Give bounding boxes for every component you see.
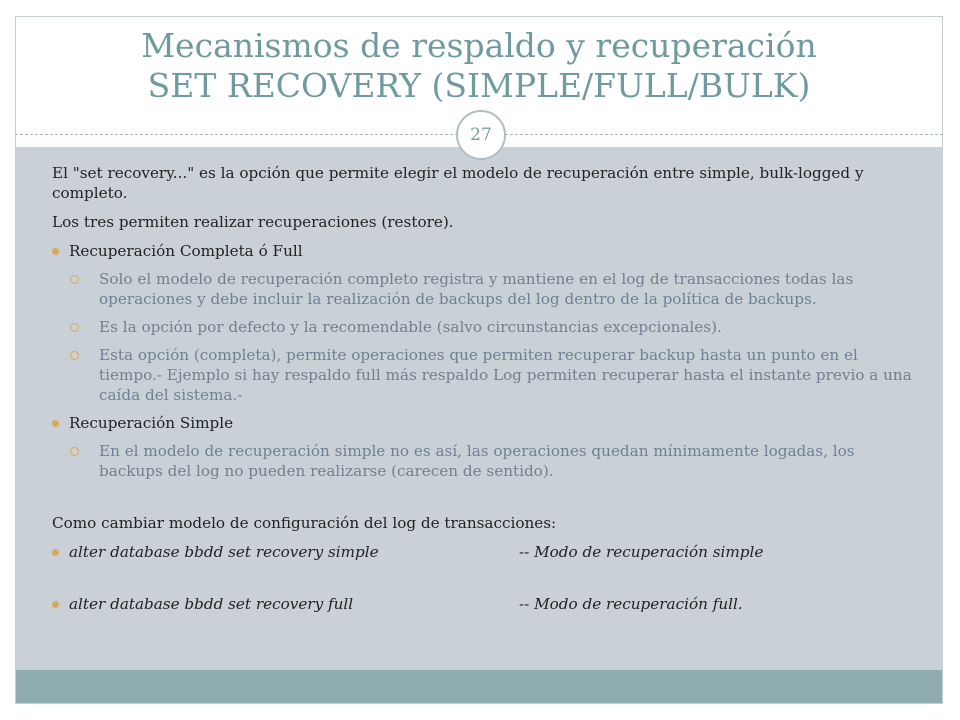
bullet-label: Recuperación Simple	[69, 414, 234, 432]
bullet-dot-icon	[52, 549, 59, 556]
sub-bullet	[52, 269, 912, 309]
bullet-dot-icon	[52, 601, 59, 608]
command-comment: -- Modo de recuperación simple	[519, 543, 764, 561]
bullet-dot-icon	[52, 248, 59, 255]
command-text: alter database bbdd set recovery full	[69, 595, 354, 613]
slide-number-badge: 27	[456, 110, 506, 160]
bullet-full-recovery	[52, 241, 912, 261]
intro-paragraph-1: El "set recovery..." es la opción que permite elegir el modelo de recuperación entre simple, bulk-logged y completo.	[52, 164, 864, 202]
ring-bullet-icon	[70, 447, 79, 456]
sub-bullet	[52, 345, 912, 405]
sub-bullet-text: Solo el modelo de recuperación completo registra y mantiene en el log de transacciones todas las operaciones y debe incluir la realización de backups del log dentro de la política de backups.	[99, 270, 854, 308]
sub-bullet-text: Esta opción (completa), permite operaciones que permiten recuperar backup hasta un punto en el tiempo.- Ejemplo si hay respaldo full más respaldo Log permiten recuperar hasta el instante previo a una caída del sistema.-	[99, 346, 912, 404]
bullet-label: Recuperación Completa ó Full	[69, 242, 303, 260]
bullet-dot-icon	[52, 420, 59, 427]
bullet-simple-recovery	[52, 413, 912, 433]
title-line-2: SET RECOVERY (SIMPLE/FULL/BULK)	[147, 66, 811, 105]
intro-paragraph-2: Los tres permiten realizar recuperaciones (restore).	[52, 213, 454, 231]
sub-bullet	[52, 317, 912, 337]
ring-bullet-icon	[70, 323, 79, 332]
command-comment: -- Modo de recuperación full.	[519, 595, 743, 613]
command-text: alter database bbdd set recovery simple	[69, 543, 379, 561]
change-heading: Como cambiar modelo de configuración del log de transacciones:	[52, 514, 557, 532]
slide-body	[52, 163, 912, 622]
sub-bullet	[52, 441, 912, 481]
sub-bullet-text: En el modelo de recuperación simple no es así, las operaciones quedan mínimamente logadas, los backups del log no pueden realizarse (carecen de sentido).	[99, 442, 855, 480]
command-simple	[52, 542, 912, 562]
footer-band	[16, 670, 942, 703]
title-line-1: Mecanismos de respaldo y recuperación	[141, 26, 817, 65]
ring-bullet-icon	[70, 351, 79, 360]
sub-bullet-text: Es la opción por defecto y la recomendable (salvo circunstancias excepcionales).	[99, 318, 722, 336]
ring-bullet-icon	[70, 275, 79, 284]
command-full	[52, 594, 912, 614]
